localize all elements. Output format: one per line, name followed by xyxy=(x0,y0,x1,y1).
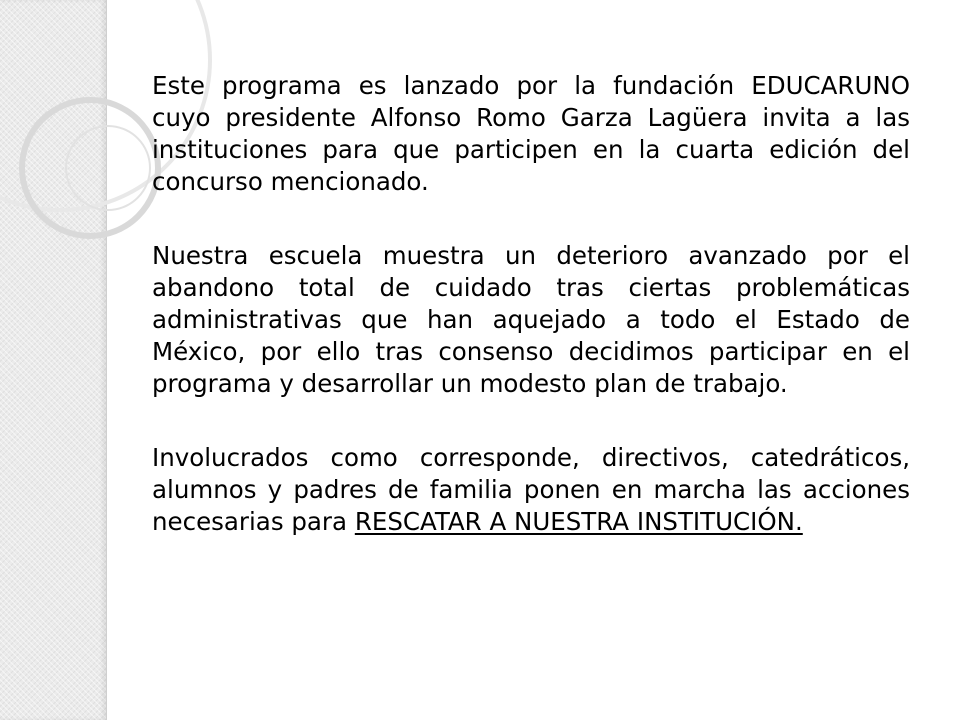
underlined-emphasis: RESCATAR A NUESTRA INSTITUCIÓN. xyxy=(354,507,803,536)
paragraph-school-situation xyxy=(152,240,910,400)
paragraph-program-intro xyxy=(152,70,910,198)
paragraph-2-text: Nuestra escuela muestra un deterioro avanzado por el abandono total de cuidado tras ciertas problemáticas administrativas que han aquejado a todo el Estado de México, por ello tras consenso decidimos participar en el programa y desarrollar un modesto plan de trabajo. xyxy=(152,241,910,398)
paragraph-1-text: Este programa es lanzado por la fundación EDUCARUNO cuyo presidente Alfonso Romo Garza Lagüera invita a las instituciones para que participen en la cuarta edición del concurso mencionado. xyxy=(152,71,910,196)
paragraph-call-to-action xyxy=(152,442,910,538)
inner-ring xyxy=(66,126,150,210)
slide-body xyxy=(152,70,910,580)
paragraph-3-text: Involucrados como corresponde, directivos, catedráticos, alumnos y padres de familia ponen en marcha las acciones necesarias para xyxy=(152,443,910,536)
middle-ring xyxy=(22,100,158,236)
